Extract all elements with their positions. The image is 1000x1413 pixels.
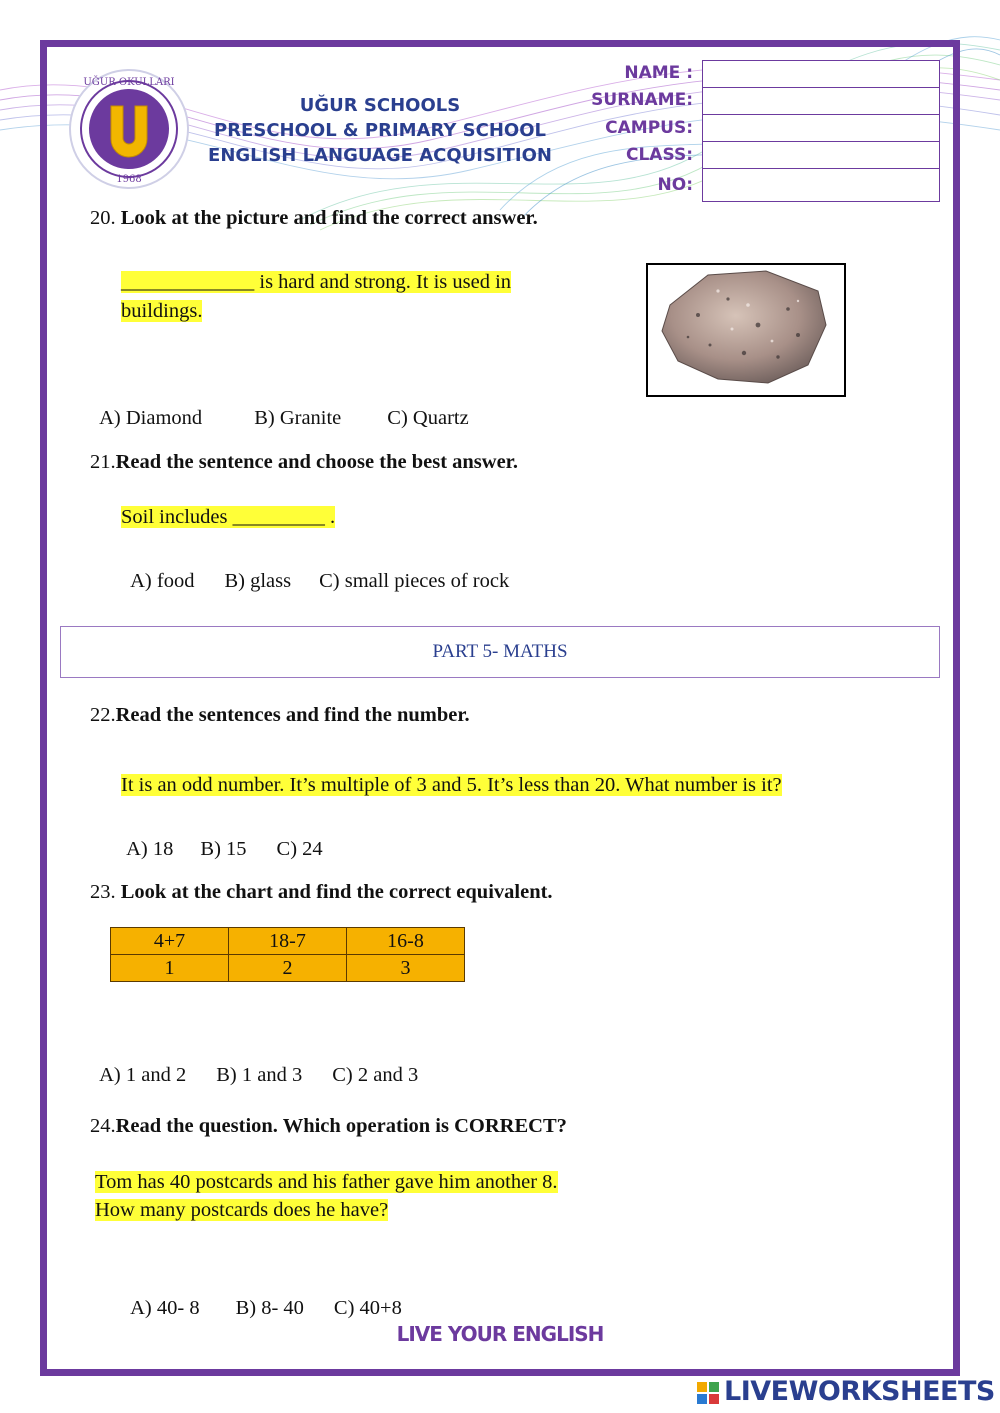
option-a[interactable]: A) food: [130, 570, 195, 592]
table-cell: 1: [111, 955, 229, 982]
school-division: PRESCHOOL & PRIMARY SCHOOL: [214, 120, 546, 141]
granite-rock-image: [648, 265, 844, 395]
class-field[interactable]: [702, 141, 940, 169]
school-program: ENGLISH LANGUAGE ACQUISITION: [208, 145, 552, 166]
surname-field[interactable]: [702, 87, 940, 115]
question-20-sentence: [121, 268, 511, 326]
liveworksheets-brand[interactable]: [696, 1376, 995, 1407]
question-number: 21.: [90, 451, 116, 473]
table-cell: 18-7: [229, 928, 347, 955]
question-number: 23.: [90, 881, 116, 903]
question-number: 22.: [90, 704, 116, 726]
liveworksheets-logo-icon: [696, 1381, 720, 1405]
sentence-line: Soil includes _________ .: [121, 506, 336, 528]
question-22-options: [117, 815, 323, 861]
name-label: NAME :: [624, 63, 693, 83]
question-21-heading: [90, 451, 518, 474]
campus-field[interactable]: [702, 114, 940, 142]
school-logo: [68, 68, 190, 190]
sentence-line: How many postcards does he have?: [95, 1199, 389, 1221]
option-c[interactable]: C) small pieces of rock: [319, 570, 510, 592]
school-name: UĞUR SCHOOLS: [299, 95, 461, 116]
question-number: 20.: [90, 207, 116, 229]
table-row: [111, 955, 465, 982]
no-field[interactable]: [702, 168, 940, 202]
class-label: CLASS:: [626, 145, 693, 165]
campus-label: CAMPUS:: [605, 118, 693, 138]
part-5-heading: PART 5- MATHS: [60, 626, 940, 678]
question-20-options: [90, 384, 469, 430]
name-field[interactable]: [702, 60, 940, 88]
option-b[interactable]: B) 15: [200, 838, 247, 860]
surname-label: SURNAME:: [591, 90, 693, 110]
option-a[interactable]: A) 18: [126, 838, 174, 860]
equivalence-table: [110, 927, 465, 982]
question-number: 24.: [90, 1115, 116, 1137]
question-23-heading: [90, 881, 553, 904]
option-b[interactable]: B) Granite: [254, 407, 342, 429]
option-c[interactable]: C) 2 and 3: [332, 1064, 419, 1086]
option-b[interactable]: B) 8- 40: [235, 1297, 304, 1319]
table-cell: 3: [347, 955, 465, 982]
question-22-sentence: [121, 771, 782, 800]
sentence-line: It is an odd number. It’s multiple of 3 and 5. It’s less than 20. What number is it?: [121, 774, 782, 796]
question-24-options: [121, 1274, 402, 1320]
option-b[interactable]: B) 1 and 3: [216, 1064, 303, 1086]
option-a[interactable]: A) Diamond: [99, 407, 203, 429]
question-21-sentence: [121, 503, 335, 532]
question-prompt: Read the question. Which operation is CORRECT?: [115, 1115, 567, 1137]
option-a[interactable]: A) 1 and 2: [99, 1064, 187, 1086]
question-prompt: Read the sentences and find the number.: [115, 704, 470, 726]
sentence-line: Tom has 40 postcards and his father gave him another 8.: [95, 1171, 558, 1193]
option-c[interactable]: C) 24: [276, 838, 323, 860]
question-prompt: Read the sentence and choose the best answer.: [115, 451, 519, 473]
question-22-heading: [90, 704, 470, 727]
option-c[interactable]: C) 40+8: [333, 1297, 402, 1319]
question-24-sentence: [95, 1168, 558, 1224]
no-label: NO:: [657, 175, 693, 195]
sentence-line: buildings.: [121, 300, 203, 322]
table-cell: 16-8: [347, 928, 465, 955]
option-b[interactable]: B) glass: [224, 570, 292, 592]
question-21-options: [121, 547, 509, 593]
sentence-line: _____________ is hard and strong. It is used in: [121, 271, 512, 293]
question-20-heading: [90, 207, 538, 230]
granite-image-frame: [646, 263, 846, 397]
option-a[interactable]: A) 40- 8: [130, 1297, 200, 1319]
table-cell: 4+7: [111, 928, 229, 955]
footer-slogan: LIVE YOUR ENGLISH: [396, 1322, 604, 1346]
logo-arc-text: UĞUR OKULLARI: [83, 77, 175, 88]
question-24-heading: [90, 1115, 567, 1138]
table-row: [111, 928, 465, 955]
question-prompt: Look at the chart and find the correct equivalent.: [120, 881, 553, 903]
school-title-block: [200, 93, 560, 168]
logo-year: 1968: [116, 174, 142, 185]
brand-name: LIVEWORKSHEETS: [724, 1376, 995, 1407]
question-23-options: [90, 1041, 418, 1087]
option-c[interactable]: C) Quartz: [387, 407, 469, 429]
table-cell: 2: [229, 955, 347, 982]
question-prompt: Look at the picture and find the correct answer.: [120, 207, 538, 229]
